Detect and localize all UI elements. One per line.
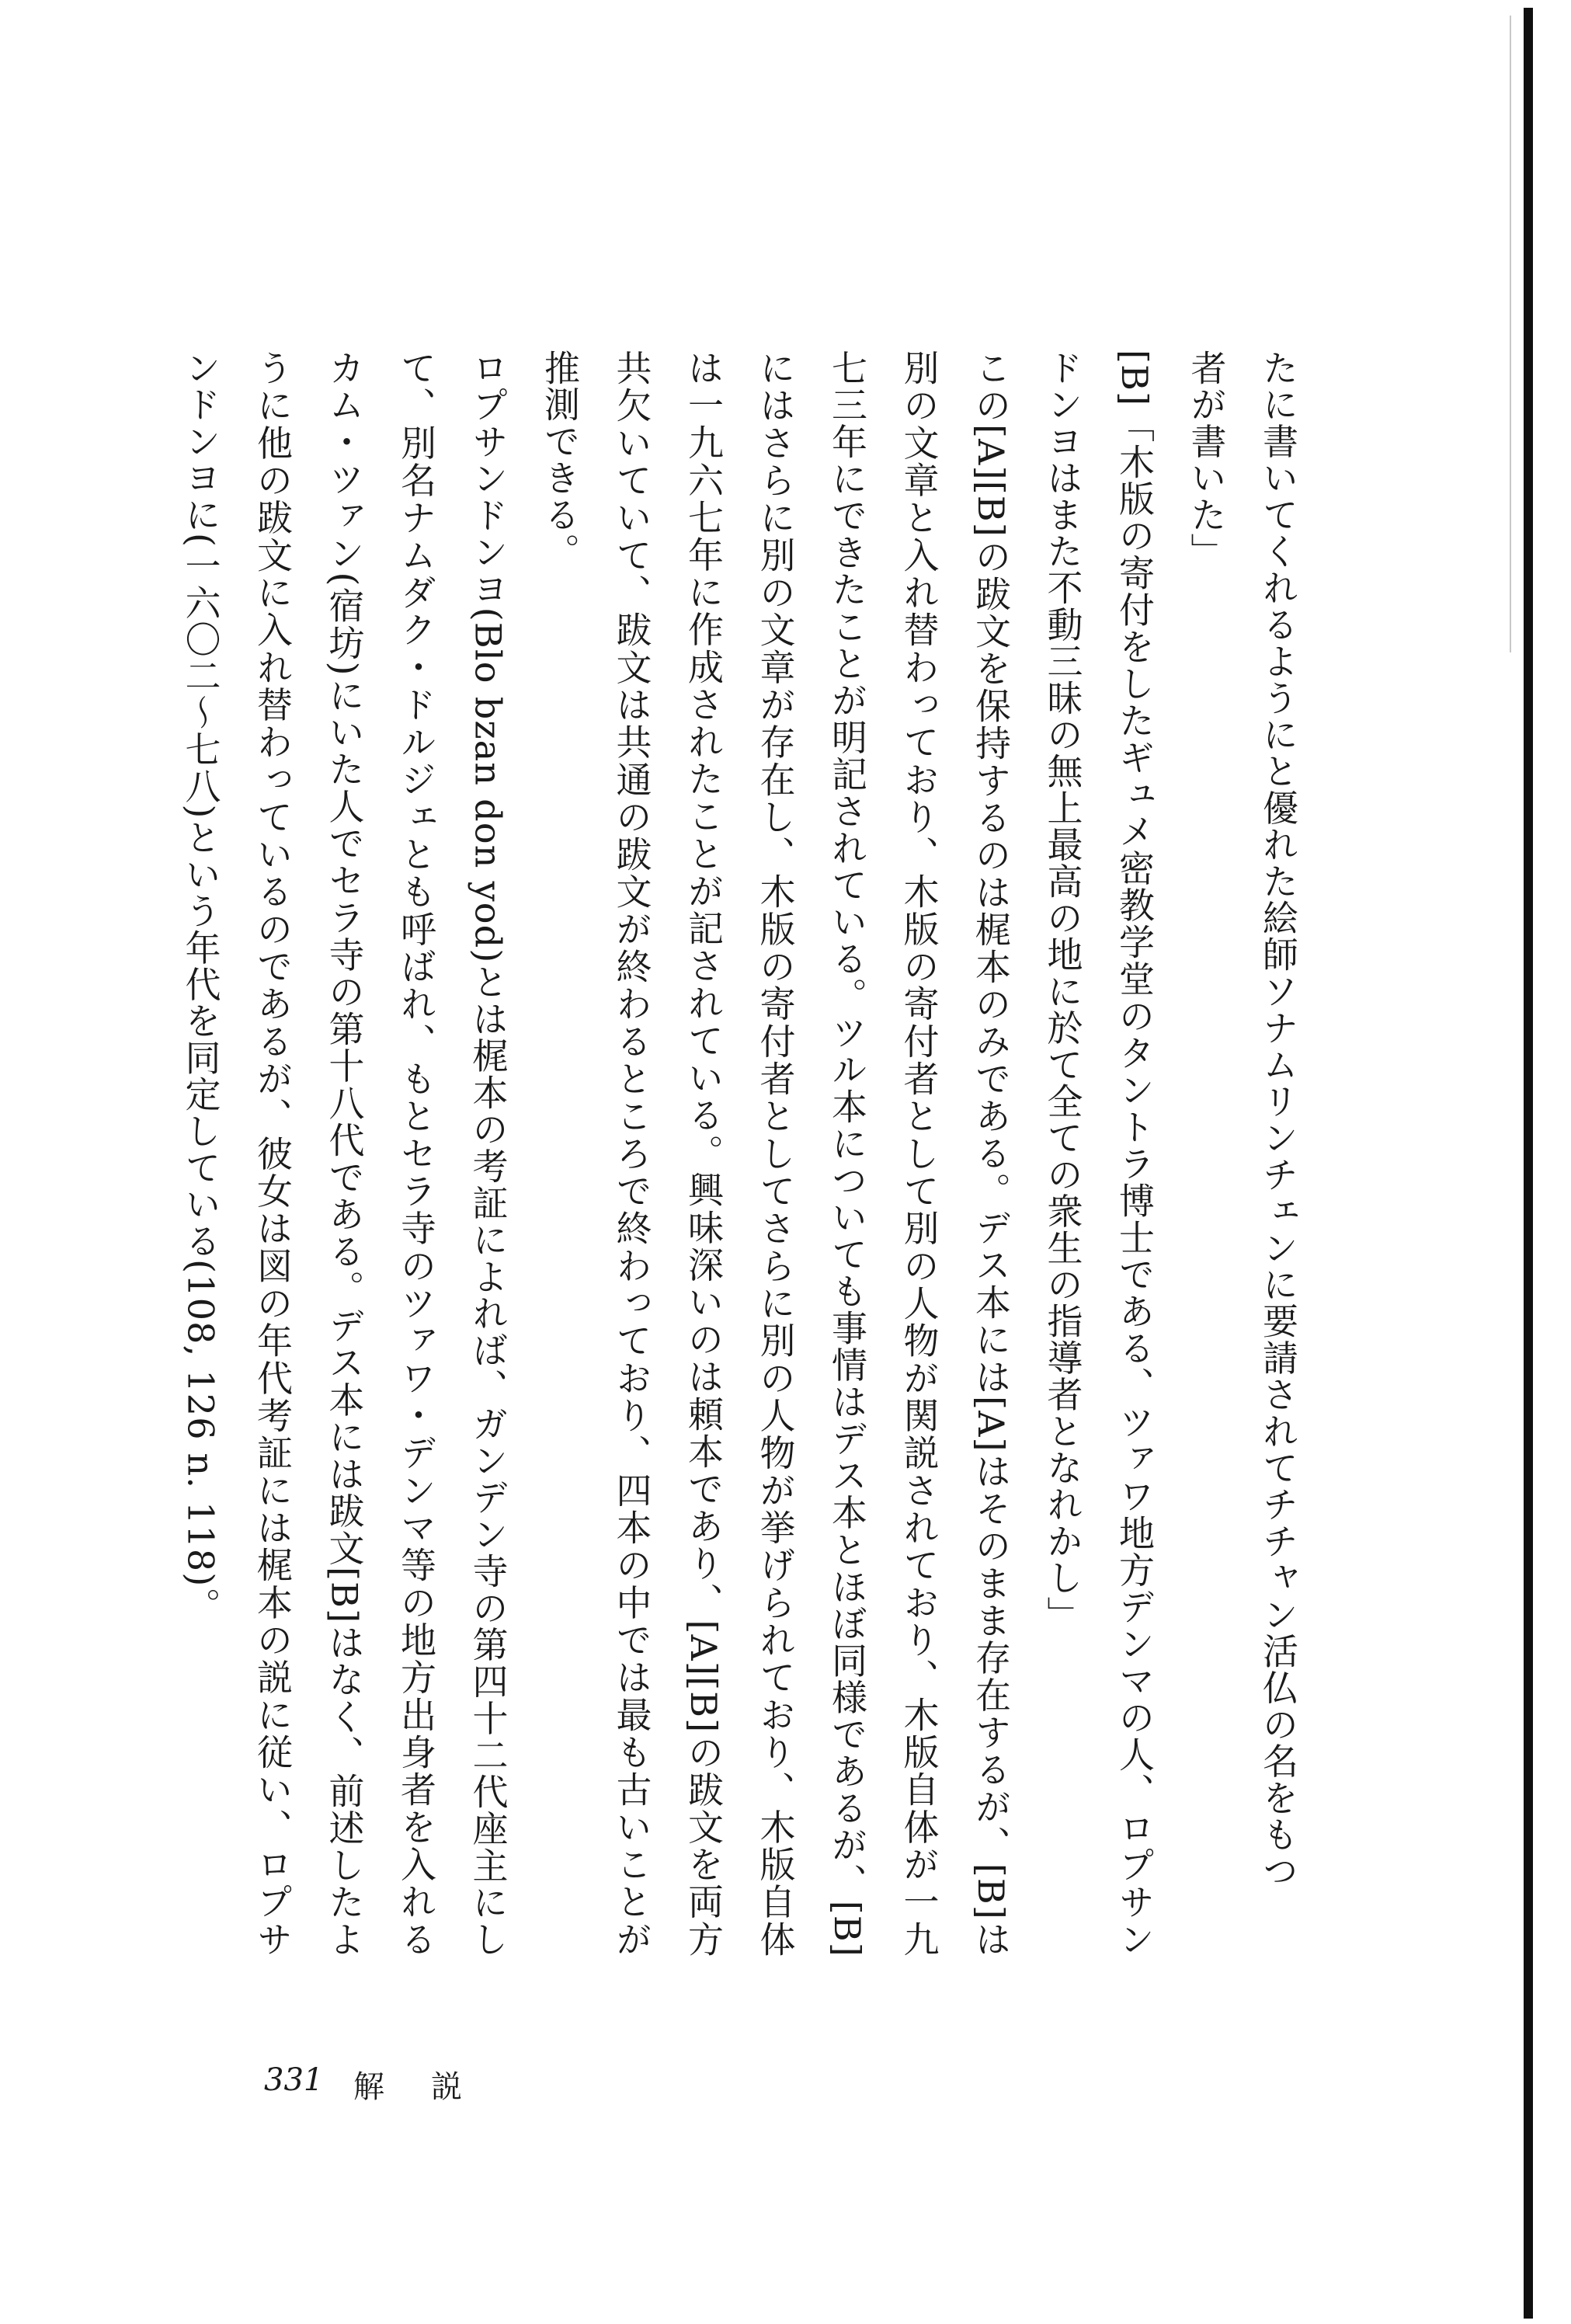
scan-shadow-line xyxy=(1510,16,1511,652)
text-line-lead-in: たに書いてくれるようにと優れた絵師ソナムリンチェンに要請されてチチャン活仏の名をもつ xyxy=(1257,350,1299,1890)
paragraph-4: ロプサンドンヨ(Blo bzan don yod)とは梶本の考証によれば、ガンデン寺の第四十二代座主にして、別名ナムダク・ドルジェとも呼ばれ、もとセラ寺のツァワ・デンマ等の地方出身者を入れるカム・ツァン(宿坊)にいた人でセラ寺の第十八代である。デス本には跋文[B]はなく、前述したように他の跋文に入れ替わっているのであるが、彼女は図の年代考証には梶本の説に従い、ロプサンドンヨに(一六〇二〜七八)という年代を同定している(108, 126 n. 118)。 xyxy=(179,350,509,1957)
running-head: 解説 xyxy=(353,2069,509,2105)
paragraph-2: [B]「木版の寄付をしたギュメ密教学堂のタントラ博士である、ツァワ地方デンマの人、ロプサンドンヨはまた不動三昧の無上最高の地に於て全ての衆生の指導者となれかし」 xyxy=(1041,350,1156,1957)
binding-edge xyxy=(1524,8,1533,2319)
page-number: 331 xyxy=(264,2062,324,2098)
paragraph-1: 者が書いた」 xyxy=(1185,350,1228,570)
paragraph-3: この[A][B]の跋文を保持するのは梶本のみである。デス本には[A]はそのまま存在するが、[B]は別の文章と入れ替わっており、木版の寄付者として別の人物が関説されており、木版自体が一九七三年にできたことが明記されている。ツル本についても事情はデス本とほぼ同様であるが、[B]にはさらに別の文章が存在し、木版の寄付者としてさらに別の人物が挙げられており、木版自体は一九六七年に作成されたことが記されている。興味深いのは頼本であり、[A][B]の跋文を両方共欠いていて、跋文は共通の跋文が終わるところで終わっており、四本の中では最も古いことが推測できる。 xyxy=(539,350,1012,1957)
vertical-text-body xyxy=(179,350,1314,1957)
